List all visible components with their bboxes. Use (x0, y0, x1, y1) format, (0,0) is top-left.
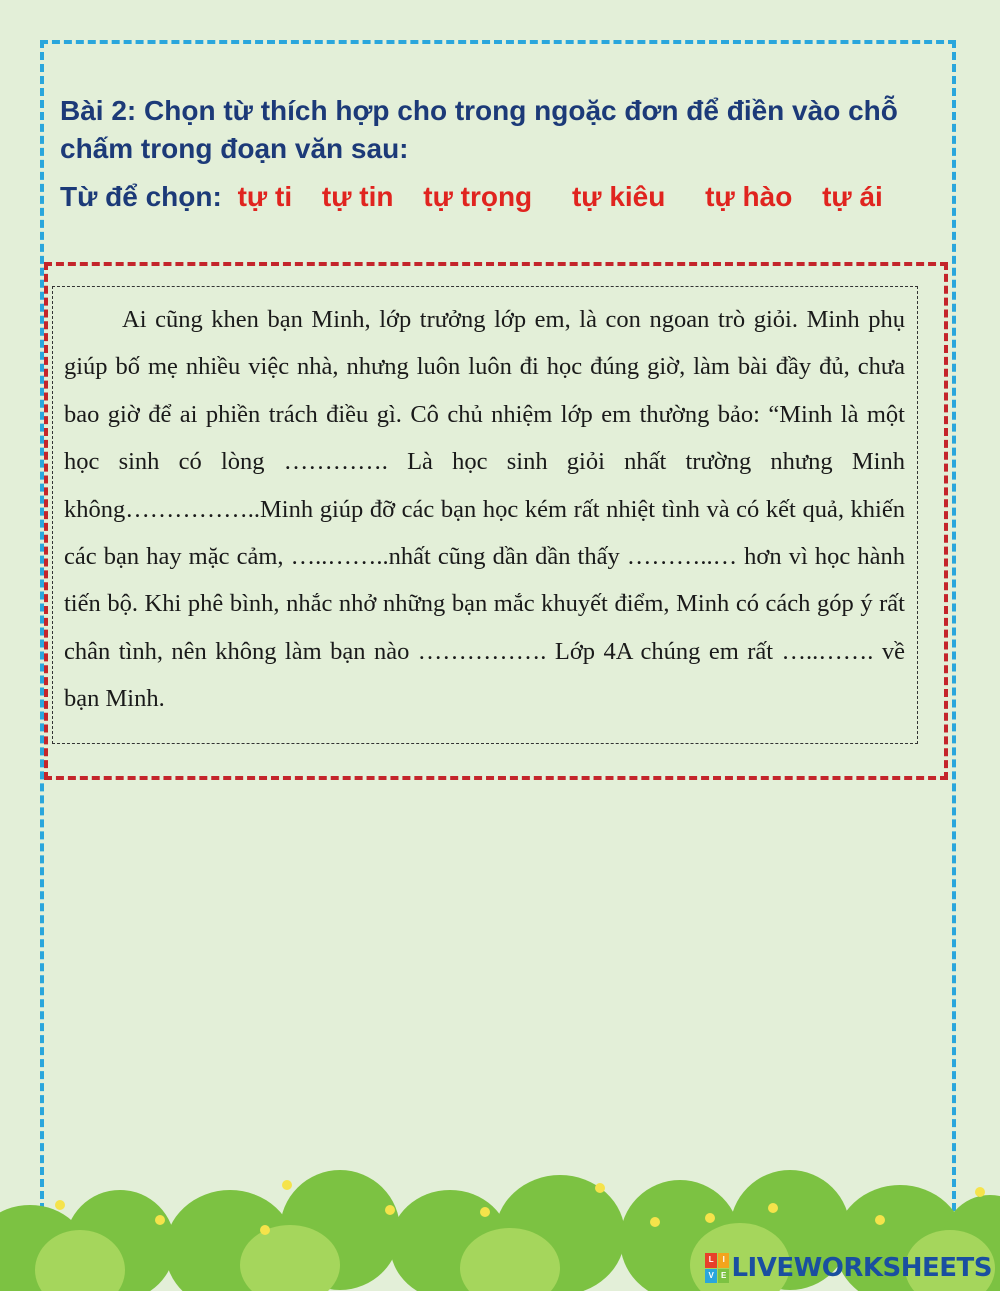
logo-mark-icon: L I V E (705, 1253, 729, 1283)
choices-label: Từ để chọn: (60, 181, 222, 212)
choice-tu-trong: tự trọng (423, 181, 533, 212)
choice-tu-hao: tự hào (705, 181, 793, 212)
choice-tu-ti: tự ti (237, 181, 293, 212)
word-choices (60, 178, 940, 216)
choice-tu-kieu: tự kiêu (571, 181, 666, 212)
choice-tu-ai: tự ái (822, 181, 883, 212)
logo-text: LIVEWORKSHEETS (731, 1253, 992, 1283)
choice-tu-tin: tự tin (321, 181, 394, 212)
liveworksheets-logo (705, 1251, 992, 1285)
exercise-title: Bài 2: Chọn từ thích hợp cho trong ngoặc đơn để điền vào chỗ chấm trong đoạn văn sau: (60, 95, 898, 164)
passage-text: Ai cũng khen bạn Minh, lớp trưởng lớp em, là con ngoan trò giỏi. Minh phụ giúp bố mẹ nhiều việc nhà, nhưng luôn luôn đi học đúng giờ, làm bài đầy đủ, chưa bao giờ để ai phiền trách điều gì. Cô chủ nhiệm lớp em thường bảo: “Minh là một học sinh có lòng …………. Là học sinh giỏi nhất trường nhưng Minh không……………..Minh giúp đỡ các bạn học kém rất nhiệt tình và có kết quả, khiến các bạn hay mặc cảm, …..……..nhất cũng dần dần thấy ………..… hơn vì học hành tiến bộ. Khi phê bình, nhắc nhở những bạn mắc khuyết điểm, Minh có cách góp ý rất chân tình, nên không làm bạn nào ……………. Lớp 4A chúng em rất …..……. về bạn Minh. (64, 306, 905, 713)
